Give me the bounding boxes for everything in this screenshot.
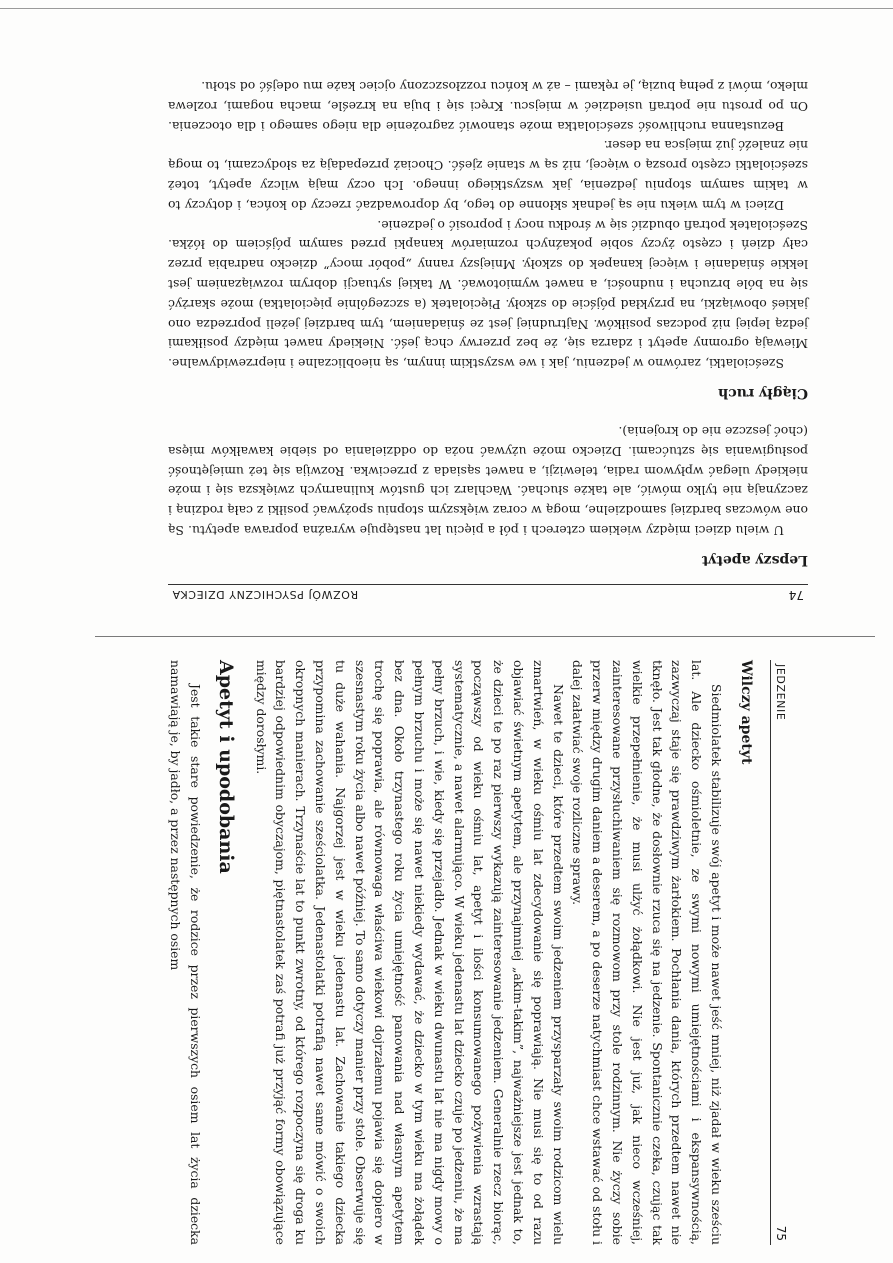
scan-edge-top: [0, 8, 893, 9]
paragraph: Jest takie stare powiedzenie, że rodzice przez pierwszych osiem lat życia dziecka namawiają je, by jadło, a przez następnych osiem: [168, 660, 203, 1245]
running-head: [168, 584, 808, 602]
paragraph: Nawet te dzieci, które przedtem swoim jedzeniem przysparzały swoim rodzicom wielu zmartwień, w wieku ośmiu lat zdecydowanie się poprawiają. Nie musi się to od razu objawiać świetnym apetytem, ale przynajmniej „akim-takim”, najważniejsze jest jednak to, że dzieci te po raz pierwszy wykazują zainteresowanie jedzeniem. Generalnie rzecz biorąc, począwszy od wieku ośmiu lat, apetyt i ilości konsumowanego pożywienia wzrastają systematycznie, a nawet alarmująco. W wieku jedenastu lat dziecko czuje po jedzeniu, że ma pełny brzuch, i wie, kiedy się przejadło. Jednak w wieku dwunastu lat nie ma nigdy mowy o pełnym brzuchu i może się nawet niekiedy wydawać, że dziecko w tym wieku ma żołądek bez dna. Około trzynastego roku życia umiejętność panowania nad własnym apetytem trochę się poprawia, ale równowaga właściwa wiekowi dojrzałemu pojawia się dopiero w szesnastym roku życia albo nawet później. To samo dotyczy manier przy stole. Obserwuje się tu duże wahania. Najgorzej jest w wieku jedenastu lat. Zachowanie takiego dziecka przypomina zachowanie sześciolatka. Jedenastolatki potrafią nawet same mówić o swoich okropnych manierach. Trzynaście lat to punkt zwrotny, od którego rozpoczyna się droga ku bardziej odpowiednim obyczajom, piętnastolatek zaś potrafi już przyjąć formy obowiązujące między dorosłymi.: [253, 660, 566, 1245]
paragraph: Sześciolatki, zarówno w jedzeniu, jak i we wszystkim innym, są nieobliczalne i nieprzewidywalne. Miewają ogromny apetyt i zdarza się, że bez przerwy chcą jeść. Niekiedy nawet między posiłkami jedzą lepiej niż podczas posiłków. Najtrudniej jest ze śniadaniem, tym bardziej jeżeli poprzedza ono jakieś obowiązki, na przykład pójście do szkoły. Pięciolatek (a szczególnie pięciolatka) może skarżyć się na bóle brzucha i nudności, a nawet wymiotować. W takiej sytuacji dobrym rozwiązaniem jest lekkie śniadanie i więcej kanapek do szkoły. Mniejszy ranny „pobór mocy” dziecko nadrabia przez cały dzień i często życzy sobie pokaźnych rozmiarów kanapki przed samym pójściem do łóżka. Sześciolatek potrafi obudzić się w środku nocy i poprosić o jedzenie.: [168, 217, 808, 372]
running-head-title: ROZWÓJ PSYCHICZNY DZIECKA: [172, 588, 359, 601]
paragraph: U wielu dzieci między wiekiem czterech i pół a pięciu lat następuje wyraźna poprawa apetytu. Są one wówczas bardziej samodzielne, mogą w coraz większym stopniu spożywać posiłki z całą rodziną i zaczynają nie tylko mówić, ale także słuchać. Wachlarz ich gustów kulinarnych zwiększa się i może niekiedy ulegać wpływom radia, telewizji, a nawet sąsiada z przeciwka. Rozwija się też umiejętność posługiwania się sztućcami. Dziecko może używać noża do oddzielania od siebie kawałków mięsa (choć jeszcze nie do krojenia).: [168, 424, 808, 538]
section-title-wilczy-apetyt: Wilczy apetyt: [738, 660, 754, 765]
section-title-ciagly-ruch: Ciągły ruch: [718, 385, 808, 402]
paragraph: Dzieci w tym wieku nie są jednak skłonne do tego, by doprowadzać rzeczy do końca, i dotyczy to w takim samym stopniu jedzenia, jak wszystkiego innego. Ich oczy mają wilczy apetyt, toteż sześciolatki często proszą o więcej, niż są w stanie zjeść. Chociaż przepadają za słodyczami, to mogą nie znaleźć już miejsca na deser.: [168, 138, 808, 213]
page-number: 75: [774, 1225, 788, 1241]
page-74: [168, 79, 808, 602]
running-head-title: JEDZENIE: [774, 664, 787, 721]
paragraph: Bezustanna ruchliwość sześciolatka może stanowić zagrożenie dla niego samego i dla otoczenia. On po prostu nie potrafi usiedzieć w miejscu. Kręci się i buja na krześle, macha nogami, rozlewa mleko, mówi z pełną buzią, je rękami – aż w końcu rozzłoszczony ojciec każe mu odejść od stołu.: [168, 79, 808, 134]
page-75: [168, 660, 788, 1245]
section-title-apetyt-i-upodobania: Apetyt i upodobania: [214, 660, 237, 874]
section-title-lepszy-apetyt: Lepszy apetyt: [701, 552, 808, 568]
page-number: 74: [788, 588, 804, 602]
running-head: [770, 660, 788, 1245]
paragraph: Siedmiolatek stabilizuje swój apetyt i może nawet jeść mniej, niż zjadał w wieku sześciu lat. Ale dziecko ośmioletnie, ze swymi nowymi umiejętnościami i ekspansywnością, zazwyczaj staje się prawdziwym żarłokiem. Pochłania dania, których przedtem nawet nie tknęło. Jest tak głodne, że dosłownie rzuca się na jedzenie. Spontanicznie czeka, czując tak wielkie przepełnienie, że musi ulżyć żołądkowi. Nie jest już, jak nieco wcześniej, zainteresowane przysłuchiwaniem się rozmowom przy stole rodzinnym. Nie życzy sobie przerw między drugim daniem a deserem, a po deserze natychmiast chce wstawać od stołu i dalej załatwiać swoje rozliczne sprawy.: [570, 660, 724, 1245]
scan-divider: [95, 636, 875, 637]
